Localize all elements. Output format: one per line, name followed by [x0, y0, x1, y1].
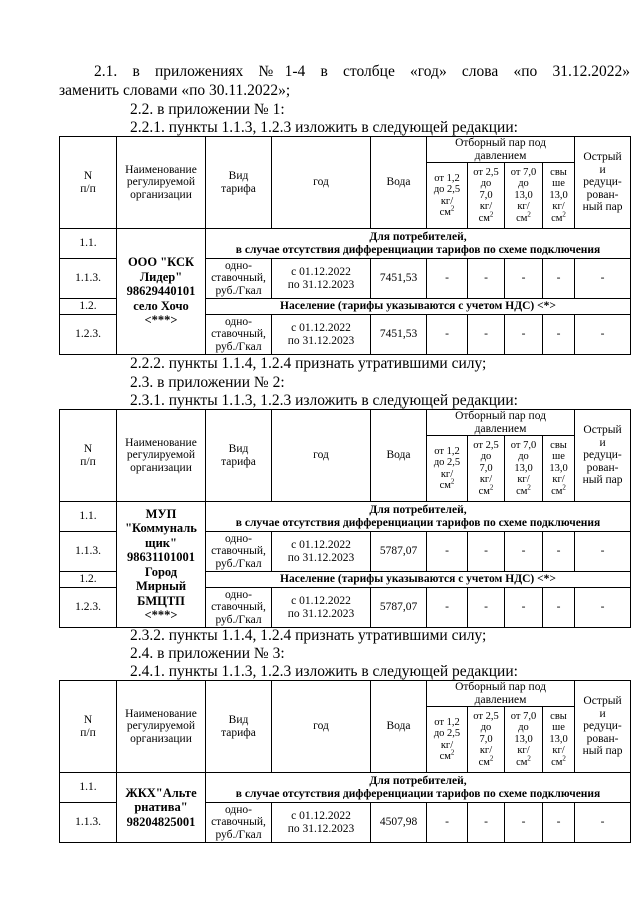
water-value: 5787,07 — [371, 532, 427, 572]
steam-2-value: - — [468, 532, 505, 572]
cell-line: кг/ — [517, 745, 530, 757]
cell-line: тарифа — [221, 455, 256, 468]
col-water-header: Вода — [371, 410, 427, 502]
cell-line: тарифа — [221, 182, 256, 195]
cell-line: по 31.12.2023 — [287, 607, 355, 620]
steam-1-value: - — [427, 259, 468, 299]
cell-line: ше — [552, 722, 565, 734]
cell-line: и — [599, 163, 606, 176]
steam-1-value: - — [427, 532, 468, 572]
cell-line: см — [516, 756, 528, 768]
water-value: 5787,07 — [371, 588, 427, 628]
cell-line: одно- — [224, 259, 252, 272]
cell-line: 7,0 — [479, 462, 493, 474]
superscript: 2 — [489, 754, 494, 763]
cell-line: см — [439, 751, 451, 762]
cell-line: до — [518, 722, 529, 734]
water-value: 4507,98 — [371, 803, 427, 843]
steam-3-value: - — [505, 588, 543, 628]
superscript: 2 — [527, 754, 531, 763]
cell-line: 7,0 — [479, 733, 493, 745]
cell-line: Отборный пар под — [455, 410, 546, 422]
col-n-header — [60, 137, 117, 229]
superscript: 2 — [450, 204, 455, 213]
superscript: 2 — [489, 483, 494, 492]
cell-line: 13,0 — [549, 462, 568, 474]
cell-line: регулируемой — [126, 449, 196, 462]
cell-line: см — [439, 207, 451, 218]
population-note: Население (тарифы указываются с учетом НДС) <*> — [206, 299, 631, 315]
cell-line: ше — [552, 451, 565, 463]
col-sharp-steam-header — [575, 681, 631, 773]
cell-line: руб./Гкал — [215, 557, 262, 570]
cell-line: до — [480, 178, 492, 190]
cell-line: по 31.12.2023 — [287, 334, 355, 347]
steam-3-value: - — [505, 315, 543, 355]
cell-line: кг/ — [479, 474, 493, 486]
cell-line: руб./Гкал — [215, 284, 262, 297]
cell-line: давлением — [474, 422, 527, 435]
steam-4-value: - — [543, 532, 575, 572]
sharp-steam-value: - — [575, 315, 631, 355]
superscript: 2 — [562, 754, 566, 763]
steam-4-value: - — [543, 803, 575, 843]
cell-line: до — [480, 722, 492, 734]
steam-2-value: - — [468, 315, 505, 355]
section-2-subheading: 2.3.1. пункты 1.1.3, 1.2.3 изложить в следующей редакции: — [130, 392, 518, 409]
cell-line: 13,0 — [514, 462, 533, 474]
row-number: 1.1.3. — [60, 803, 117, 843]
cell-line: Вид — [228, 170, 249, 182]
cell-line: 98204825001 — [126, 814, 196, 829]
col-name-header — [117, 410, 206, 502]
cell-line: с 01.12.2022 — [291, 810, 351, 822]
superscript: 2 — [489, 210, 494, 219]
organization-cell — [117, 229, 206, 355]
cell-line: с 01.12.2022 — [291, 266, 351, 278]
row-number: 1.2.3. — [60, 588, 117, 628]
row-number: 1.2.3. — [60, 315, 117, 355]
water-value: 7451,53 — [371, 315, 427, 355]
cell-line: от 7,0 — [510, 166, 537, 178]
section-1-heading: 2.2. в приложении № 1: — [130, 101, 285, 118]
cell-line: одно- — [224, 315, 252, 328]
row-number: 1.1. — [60, 229, 117, 259]
cell-line: и — [599, 707, 606, 720]
cell-line: до — [518, 451, 529, 463]
cell-line: Наименование — [125, 163, 197, 176]
cell-line: см — [478, 756, 490, 768]
cell-line: БМЦТП — [137, 593, 185, 608]
col-steam-2-header — [468, 436, 505, 502]
cell-line: Острый — [583, 695, 622, 708]
cell-line: "Коммуналь — [125, 521, 197, 535]
organization-cell — [117, 773, 206, 843]
cell-line: с 01.12.2022 — [291, 539, 351, 551]
cell-line: ставочный, — [211, 545, 266, 558]
cell-line: Для потребителей, — [369, 503, 467, 516]
col-year-header: год — [272, 410, 371, 502]
cell-line: давлением — [474, 149, 527, 162]
col-n-header — [60, 410, 117, 502]
consumer-note — [206, 773, 631, 803]
cell-line: ше — [552, 178, 565, 190]
cell-line: Город — [144, 564, 178, 579]
cell-line: 13,0 — [514, 733, 533, 745]
cell-line: с 01.12.2022 — [291, 322, 351, 334]
cell-line: ставочный, — [211, 328, 266, 341]
superscript: 2 — [527, 483, 531, 492]
cell-line: кг/ — [440, 739, 454, 751]
cell-line: от 2,5 — [473, 710, 499, 722]
row-number: 1.1. — [60, 773, 117, 803]
cell-line: давлением — [474, 693, 527, 706]
cell-line: в случае отсутствия дифференциации тарифов по схеме подключения — [235, 787, 601, 800]
steam-2-value: - — [468, 259, 505, 299]
cell-line: п/п — [80, 182, 96, 195]
sharp-steam-value: - — [575, 259, 631, 299]
cell-line: п/п — [80, 455, 96, 468]
col-vid-header — [206, 410, 272, 502]
cell-line: см — [439, 480, 451, 491]
col-water-header: Вода — [371, 137, 427, 229]
section-1-subheading: 2.2.1. пункты 1.1.3, 1.2.3 изложить в следующей редакции: — [130, 119, 518, 136]
row-number: 1.2. — [60, 572, 117, 588]
cell-line: до 2,5 — [433, 457, 461, 468]
tariff-period — [272, 588, 371, 628]
cell-line: ный пар — [582, 745, 623, 758]
cell-line: Вид — [228, 443, 249, 455]
tariff-table-appendix-1 — [59, 136, 631, 355]
steam-2-value: - — [468, 588, 505, 628]
steam-3-value: - — [505, 532, 543, 572]
sharp-steam-value: - — [575, 532, 631, 572]
col-steam-3-header — [505, 707, 543, 773]
steam-4-value: - — [543, 315, 575, 355]
cell-line: см — [551, 485, 563, 497]
cell-line: ный пар — [582, 474, 623, 487]
steam-4-value: - — [543, 259, 575, 299]
cell-line: до 2,5 — [433, 184, 461, 195]
cell-line: рован- — [586, 732, 619, 745]
col-steam-4-header — [543, 436, 575, 502]
tariff-type — [206, 588, 272, 628]
cell-line: организации — [130, 732, 192, 745]
cell-line: МУП — [145, 506, 177, 521]
cell-line: <***> — [144, 313, 178, 328]
section-3-heading: 2.4. в приложении № 3: — [130, 645, 285, 662]
cell-line: от 7,0 — [510, 710, 537, 722]
cell-line: ставочный, — [211, 272, 266, 285]
cell-line: в случае отсутствия дифференциации тарифов по схеме подключения — [235, 243, 601, 256]
cell-line: см — [551, 756, 563, 768]
cell-line: ставочный, — [211, 816, 266, 829]
cell-line: Вид — [228, 714, 249, 726]
cell-line: кг/ — [479, 745, 493, 757]
cell-line: N — [83, 714, 93, 726]
superscript: 2 — [450, 477, 455, 486]
tariff-period — [272, 532, 371, 572]
cell-line: тарифа — [221, 726, 256, 739]
cell-line: село Хочо — [133, 298, 189, 313]
cell-line: 13,0 — [549, 733, 568, 745]
cell-line: 7,0 — [479, 189, 493, 201]
steam-1-value: - — [427, 588, 468, 628]
col-steam-1-header — [427, 436, 468, 502]
col-sharp-steam-header — [575, 137, 631, 229]
col-name-header — [117, 681, 206, 773]
tariff-type — [206, 532, 272, 572]
cell-line: 98629440101 — [126, 284, 196, 299]
col-steam-header — [427, 137, 575, 163]
cell-line: см — [516, 485, 528, 497]
cell-line: N — [83, 443, 93, 455]
col-steam-header — [427, 681, 575, 707]
cell-line: ный пар — [582, 201, 623, 214]
tariff-table-appendix-3 — [59, 680, 631, 843]
cell-line: свы — [550, 710, 567, 722]
tariff-type — [206, 259, 272, 299]
superscript: 2 — [562, 210, 566, 219]
cell-line: см — [478, 212, 490, 224]
cell-line: руб./Гкал — [215, 828, 262, 841]
cell-line: п/п — [80, 726, 96, 739]
col-steam-4-header — [543, 163, 575, 229]
superscript: 2 — [562, 483, 566, 492]
col-steam-3-header — [505, 436, 543, 502]
cell-line: ООО "КСК — [127, 255, 195, 270]
superscript: 2 — [527, 210, 531, 219]
cell-line: организации — [130, 461, 192, 474]
cell-line: организации — [130, 188, 192, 201]
cell-line: до — [518, 178, 529, 190]
cell-line: по 31.12.2023 — [287, 551, 355, 564]
tariff-period — [272, 315, 371, 355]
cell-line: редуци- — [583, 449, 622, 462]
intro-line-1: 2.1. в приложениях №1-4 в столбце «год» слова «по 31.12.2022» — [94, 63, 630, 80]
row-number: 1.1.3. — [60, 259, 117, 299]
cell-line: до — [480, 451, 492, 463]
section-2-heading: 2.3. в приложении № 2: — [130, 374, 285, 391]
cell-line: редуци- — [583, 720, 622, 733]
col-sharp-steam-header — [575, 410, 631, 502]
col-vid-header — [206, 137, 272, 229]
cell-line: кг/ — [552, 474, 565, 486]
col-steam-1-header — [427, 707, 468, 773]
col-water-header: Вода — [371, 681, 427, 773]
cell-line: по 31.12.2023 — [287, 822, 355, 835]
cell-line: с 01.12.2022 — [291, 595, 351, 607]
col-steam-header — [427, 410, 575, 436]
cell-line: щик" — [145, 535, 177, 550]
cell-line: Наименование — [125, 707, 197, 720]
cell-line: кг/ — [479, 201, 493, 213]
cell-line: регулируемой — [126, 720, 196, 733]
sharp-steam-value: - — [575, 803, 631, 843]
cell-line: до 2,5 — [433, 728, 461, 739]
cell-line: Отборный пар под — [455, 681, 546, 693]
cell-line: свы — [550, 439, 567, 451]
superscript: 2 — [450, 748, 455, 757]
consumer-note — [206, 502, 631, 532]
cell-line: регулируемой — [126, 176, 196, 189]
population-note: Население (тарифы указываются с учетом НДС) <*> — [206, 572, 631, 588]
col-steam-2-header — [468, 707, 505, 773]
col-steam-1-header — [427, 163, 468, 229]
cell-line: одно- — [224, 803, 252, 816]
cell-line: в случае отсутствия дифференциации тарифов по схеме подключения — [235, 516, 601, 529]
organization-cell — [117, 502, 206, 628]
cell-line: Лидер" — [139, 269, 183, 284]
cell-line: ставочный, — [211, 601, 266, 614]
cell-line: 13,0 — [514, 189, 533, 201]
cell-line: Для потребителей, — [369, 774, 467, 787]
cell-line: одно- — [224, 532, 252, 545]
tariff-period — [272, 259, 371, 299]
cell-line: кг/ — [517, 201, 530, 213]
cell-line: Острый — [583, 151, 622, 164]
cell-line: кг/ — [440, 468, 454, 480]
col-vid-header — [206, 681, 272, 773]
cell-line: от 2,5 — [473, 166, 499, 178]
cell-line: кг/ — [517, 474, 530, 486]
cell-line: рован- — [586, 461, 619, 474]
tariff-table-appendix-2 — [59, 409, 631, 628]
intro-line-2: заменить словами «по 30.11.2022»; — [59, 82, 291, 99]
cell-line: кг/ — [552, 201, 565, 213]
col-year-header: год — [272, 681, 371, 773]
cell-line: Мирный — [135, 579, 187, 593]
water-value: 7451,53 — [371, 259, 427, 299]
cell-line: кг/ — [440, 195, 454, 207]
tariff-type — [206, 803, 272, 843]
cell-line: от 2,5 — [473, 439, 499, 451]
tariff-period — [272, 803, 371, 843]
cell-line: от 1,2 — [434, 172, 460, 184]
cell-line: 13,0 — [549, 189, 568, 201]
col-steam-4-header — [543, 707, 575, 773]
col-year-header: год — [272, 137, 371, 229]
cell-line: от 7,0 — [510, 439, 537, 451]
cell-line: от 1,2 — [434, 445, 460, 457]
col-n-header — [60, 681, 117, 773]
cell-line: Для потребителей, — [369, 230, 467, 243]
cell-line: Острый — [583, 424, 622, 437]
col-steam-2-header — [468, 163, 505, 229]
steam-2-value: - — [468, 803, 505, 843]
steam-3-value: - — [505, 259, 543, 299]
cell-line: рнатива" — [134, 800, 188, 815]
tariff-type — [206, 315, 272, 355]
cell-line: по 31.12.2023 — [287, 278, 355, 291]
cell-line: N — [83, 170, 93, 182]
cell-line: Отборный пар под — [455, 137, 546, 149]
section-3-subheading: 2.4.1. пункты 1.1.3, 1.2.3 изложить в следующей редакции: — [130, 663, 518, 680]
consumer-note — [206, 229, 631, 259]
col-steam-3-header — [505, 163, 543, 229]
cell-line: см — [516, 212, 528, 224]
cell-line: и — [599, 436, 606, 449]
cell-line: от 1,2 — [434, 716, 460, 728]
section-2-after: 2.3.2. пункты 1.1.4, 1.2.4 признать утратившими силу; — [130, 627, 487, 644]
col-name-header — [117, 137, 206, 229]
cell-line: редуци- — [583, 176, 622, 189]
cell-line: ЖКХ"Альте — [125, 785, 197, 800]
cell-line: одно- — [224, 588, 252, 601]
cell-line: свы — [550, 166, 567, 178]
steam-1-value: - — [427, 315, 468, 355]
sharp-steam-value: - — [575, 588, 631, 628]
cell-line: руб./Гкал — [215, 340, 262, 353]
cell-line: Наименование — [125, 436, 197, 449]
cell-line: руб./Гкал — [215, 613, 262, 626]
cell-line: 98631101001 — [126, 550, 196, 564]
row-number: 1.1.3. — [60, 532, 117, 572]
cell-line: кг/ — [552, 745, 565, 757]
row-number: 1.1. — [60, 502, 117, 532]
section-1-after: 2.2.2. пункты 1.1.4, 1.2.4 признать утратившими силу; — [130, 355, 487, 372]
steam-3-value: - — [505, 803, 543, 843]
steam-1-value: - — [427, 803, 468, 843]
steam-4-value: - — [543, 588, 575, 628]
cell-line: см — [551, 212, 563, 224]
row-number: 1.2. — [60, 299, 117, 315]
cell-line: рован- — [586, 188, 619, 201]
cell-line: см — [478, 485, 490, 497]
cell-line: <***> — [144, 608, 178, 622]
